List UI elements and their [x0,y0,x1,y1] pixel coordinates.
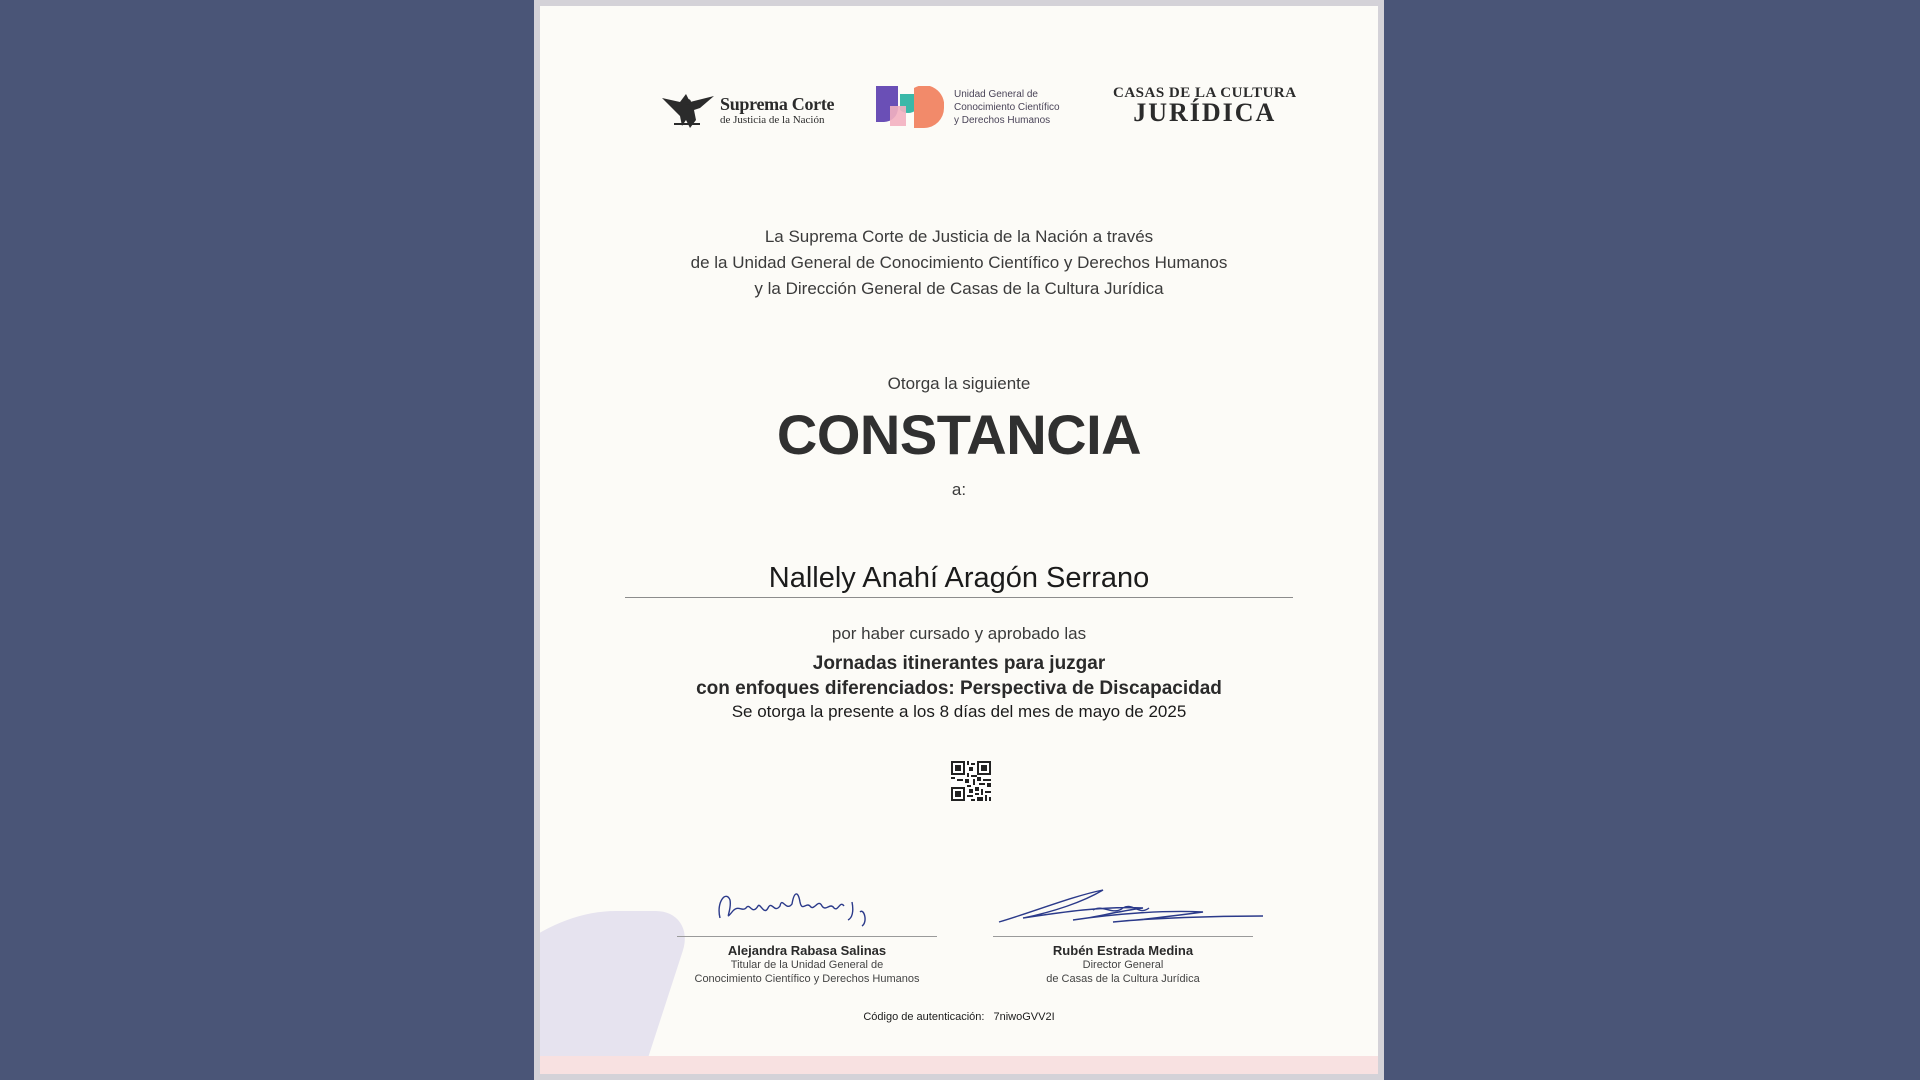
course-title-line-1: Jornadas itinerantes para juzgar [812,653,1106,674]
name-underline [625,597,1293,598]
signature-right-icon [993,882,1273,934]
scjn-logo [660,90,834,130]
bottom-band [540,1056,1378,1074]
ugcc-mark-icon [876,86,944,128]
scjn-logo-subtitle: de Justicia de la Nación [720,113,825,126]
logo-row [540,84,1378,134]
signer-name-left: Alejandra Rabasa Salinas [727,943,887,958]
signer-role-left-1: Titular de la Unidad General de [730,959,884,971]
signer-role-right-2: de Casas de la Cultura Jurídica [1046,973,1200,985]
course-title-line-2: con enfoques diferenciados: Perspectiva de Discapacidad [696,678,1222,699]
issue-date: Se otorga la presente a los 8 días del mes de mayo de 2025 [731,702,1187,721]
signature-block-left [677,882,937,986]
qr-code-icon [951,761,991,801]
signer-role-right-1: Director General [1082,959,1164,971]
decorative-shape [540,911,696,1056]
ugcc-logo-line2: Conocimiento Científico [954,101,1060,113]
signer-name-right: Rubén Estrada Medina [1052,943,1194,958]
eagle-emblem-icon [660,90,716,130]
reason-text: por haber cursado y aprobado las [831,624,1087,643]
signer-role-left-2: Conocimiento Científico y Derechos Humanos [694,973,920,985]
casas-logo-line1: CASAS DE LA CULTURA [1113,85,1297,101]
otorga-text: Otorga la siguiente [887,374,1031,393]
signature-block-right [993,882,1253,986]
auth-code-value: 7niwoGVV2I [993,1011,1055,1023]
authentication-code [540,1011,1378,1023]
intro-line-2: de la Unidad General de Conocimiento Científico y Derechos Humanos [690,253,1228,272]
ugcc-logo [876,86,1060,128]
casas-logo-line2: JURÍDICA [1133,98,1277,127]
scjn-logo-title: Suprema Corte [720,93,835,114]
certificate-title: CONSTANCIA [776,403,1142,466]
auth-label: Código de autenticación: [863,1011,985,1023]
intro-line-3: y la Dirección General de Casas de la Cultura Jurídica [754,279,1164,298]
ugcc-logo-line3: y Derechos Humanos [954,114,1051,126]
intro-line-1: La Suprema Corte de Justicia de la Nación a través [764,227,1154,246]
certificate-page [540,6,1378,1056]
course-title [540,651,1378,701]
signature-left-icon [702,882,912,934]
a-label: a: [951,480,967,499]
intro-text [540,224,1378,302]
casas-logo [1113,86,1297,126]
ugcc-logo-line1: Unidad General de [954,88,1038,100]
recipient-name: Nallely Anahí Aragón Serrano [768,562,1150,594]
